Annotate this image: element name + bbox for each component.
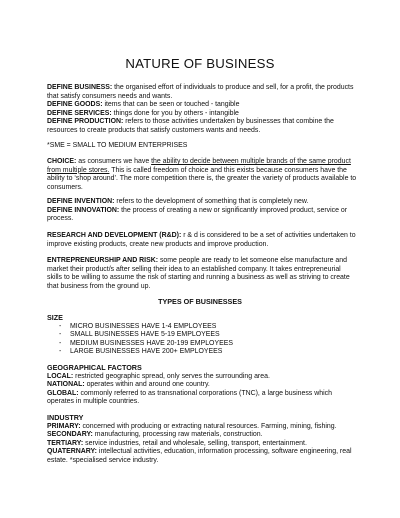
- list-item-text: LARGE BUSINESSES HAVE 200+ EMPLOYEES: [70, 348, 223, 356]
- definition-text: things done for you by others - intangible: [111, 109, 239, 117]
- rnd-paragraph: [47, 232, 357, 249]
- invention-text: refers to the development of something that is completely new.: [114, 198, 309, 205]
- industry-secondary: [47, 431, 357, 440]
- sme-note-block: [47, 142, 357, 151]
- geo-local: [47, 373, 357, 382]
- geo-text: operates within and around one country.: [84, 381, 210, 389]
- definition-text: the organised effort of individuals to produce and sell, for a profit, the products that satisfy consumers needs and wants.: [47, 84, 354, 100]
- rnd-term: RESEARCH AND DEVELOPMENT (R&D):: [47, 232, 182, 239]
- risk-text: some people are ready to let someone else manufacture and market their product/s after selling their idea to an established company. It takes entrepreneurial skills to be willing to assume the risk of starting and running a business as well as striving to create that business from the ground up.: [47, 257, 350, 290]
- geo-national: [47, 381, 357, 390]
- industry-section: [47, 414, 357, 466]
- choice-text-post: This is called freedom of choice and this exists because consumers have the ability to ‘shop around’. The more competition there is, the greater the variety of products available to consumers.: [47, 166, 357, 191]
- industry-primary: [47, 423, 357, 432]
- sme-note: *SME = SMALL TO MEDIUM ENTERPRISES: [47, 142, 188, 149]
- list-item: [47, 323, 357, 332]
- choice-underlined-text: the ability to decide between multiple brands of the same product from multiple stores.: [47, 158, 351, 174]
- industry-quaternary: [47, 448, 357, 465]
- page-title: NATURE OF BUSINESS: [125, 56, 275, 71]
- innovation-text: the process of creating a new or significantly improved product, service or process.: [47, 206, 348, 223]
- industry-text: service industries, retail and wholesale, selling, transport, entertainment.: [83, 439, 307, 447]
- industry-term: QUATERNARY:: [47, 448, 97, 456]
- risk-paragraph: [47, 257, 357, 291]
- dash-bullet: -: [59, 331, 62, 339]
- list-item-text: SMALL BUSINESSES HAVE 5-19 EMPLOYEES: [70, 331, 220, 339]
- industry-heading: INDUSTRY: [47, 413, 84, 422]
- geo-text: restricted geographic spread, only serves the surrounding area.: [73, 372, 270, 380]
- definition-services: [47, 110, 357, 119]
- choice-term: CHOICE:: [47, 158, 77, 165]
- dash-bullet: -: [59, 322, 62, 330]
- industry-text: intellectual activities, education, information processing, software engineering, real estate. *specialised service industry.: [47, 448, 352, 464]
- geo-term: GLOBAL:: [47, 389, 79, 397]
- definition-production: [47, 118, 357, 135]
- choice-section: [47, 158, 357, 192]
- list-item: [47, 348, 357, 357]
- industry-term: SECONDARY:: [47, 431, 93, 439]
- geo-text: commonly referred to as transnational corporations (TNC), a large business which operates in multiple countries.: [47, 389, 332, 406]
- risk-term: ENTREPRENEURSHIP AND RISK:: [47, 257, 159, 264]
- size-section: [47, 314, 357, 357]
- definitions-section: [47, 84, 357, 136]
- geo-global: [47, 390, 357, 407]
- definition-invention: [47, 198, 357, 207]
- invention-term: DEFINE INVENTION:: [47, 198, 115, 205]
- choice-text-pre: as consumers we have: [76, 158, 152, 165]
- geo-section: [47, 364, 357, 407]
- geo-term: NATIONAL:: [47, 381, 85, 389]
- types-heading: TYPES OF BUSINESSES: [158, 297, 242, 306]
- geo-term: LOCAL:: [47, 372, 74, 380]
- definition-business: [47, 84, 357, 101]
- list-item-text: MEDIUM BUSINESSES HAVE 20-199 EMPLOYEES: [70, 339, 233, 347]
- definition-text: items that can be seen or touched - tangible: [102, 101, 240, 109]
- list-item: [47, 340, 357, 349]
- industry-term: PRIMARY:: [47, 422, 81, 430]
- definition-goods: [47, 101, 357, 110]
- definition-text: refers to those activities undertaken by businesses that combine the resources to create products that satisfy customers wants and needs.: [47, 118, 334, 134]
- dash-bullet: -: [59, 339, 62, 347]
- industry-text: manufacturing, processing raw materials, construction.: [92, 431, 263, 439]
- size-list: [47, 323, 357, 357]
- definition-innovation: [47, 207, 357, 224]
- dash-bullet: -: [59, 348, 62, 356]
- choice-paragraph: [47, 158, 357, 192]
- size-heading: SIZE: [47, 313, 63, 322]
- list-item-text: MICRO BUSINESSES HAVE 1-4 EMPLOYEES: [70, 322, 217, 330]
- definition-term: DEFINE BUSINESS:: [47, 84, 113, 91]
- rnd-text: r & d is considered to be a set of activities undertaken to improve existing products, create new products and improve production.: [47, 232, 356, 248]
- geo-heading: GEOGRAPHICAL FACTORS: [47, 363, 142, 372]
- industry-tertiary: [47, 440, 357, 449]
- definition-term: DEFINE GOODS:: [47, 101, 103, 109]
- rnd-section: [47, 232, 357, 249]
- industry-text: concerned with producing or extracting natural resources. Farming, mining, fishing.: [80, 422, 337, 430]
- definition-term: DEFINE PRODUCTION:: [47, 118, 124, 126]
- innovation-term: DEFINE INNOVATION:: [47, 206, 120, 214]
- definition-term: DEFINE SERVICES:: [47, 109, 112, 117]
- industry-term: TERTIARY:: [47, 439, 84, 447]
- invention-innovation-section: [47, 198, 357, 224]
- risk-section: [47, 257, 357, 291]
- list-item: [47, 331, 357, 340]
